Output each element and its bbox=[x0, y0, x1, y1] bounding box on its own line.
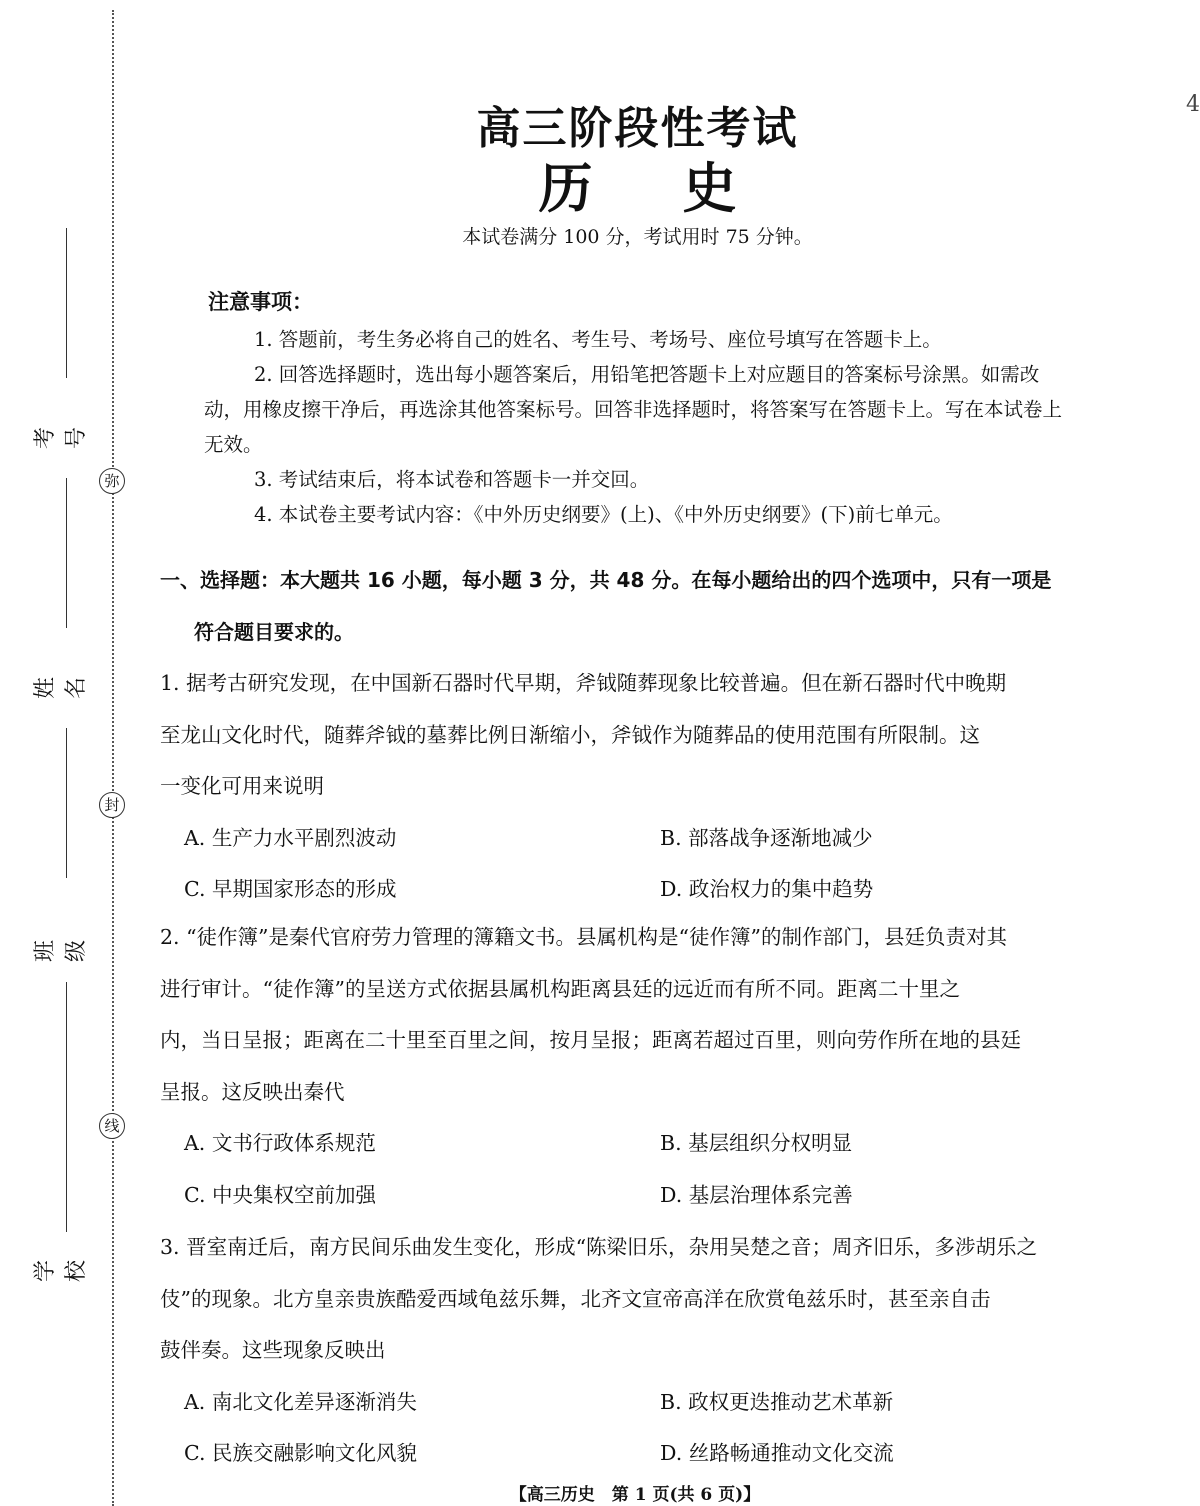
option-d: D. 政治权力的集中趋势 bbox=[660, 877, 874, 901]
notice-item: 1. 答题前，考生务必将自己的姓名、考生号、考场号、座位号填写在答题卡上。 bbox=[254, 328, 942, 351]
page-footer: 【高三历史 第 1 页(共 6 页)】 bbox=[509, 1485, 761, 1505]
exam-number-label: 考号 bbox=[33, 427, 89, 450]
section-heading bbox=[160, 554, 1125, 658]
school-line bbox=[66, 982, 67, 1232]
question-2-line: 进行审计。“徒作簿”的呈送方式依据县属机构距离县廷的远近而有所不同。距离二十里之 bbox=[160, 976, 960, 1001]
option-c: C. 早期国家形态的形成 bbox=[184, 877, 397, 901]
question-3 bbox=[160, 1222, 1125, 1480]
option-c: C. 民族交融影响文化风貌 bbox=[184, 1441, 417, 1465]
option-b: B. 政权更迭推动艺术革新 bbox=[660, 1389, 894, 1414]
binding-margin bbox=[0, 0, 150, 1506]
question-2-line: 呈报。这反映出秦代 bbox=[160, 1079, 345, 1104]
seal-char-mi: 弥 bbox=[99, 468, 125, 494]
question-1-line: 至龙山文化时代，随葬斧钺的墓葬比例日渐缩小，斧钺作为随葬品的使用范围有所限制。这 bbox=[160, 722, 980, 747]
subject-char-2: 史 bbox=[682, 157, 737, 220]
question-3-options bbox=[160, 1377, 1125, 1480]
exam-number-line bbox=[66, 228, 67, 378]
question-1 bbox=[160, 658, 1125, 916]
school-label: 学校 bbox=[33, 1260, 89, 1283]
option-a: A. 南北文化差异逐渐消失 bbox=[184, 1389, 417, 1414]
seal-char-feng: 封 bbox=[99, 792, 125, 818]
class-line bbox=[66, 728, 67, 878]
question-1-options bbox=[160, 813, 1125, 916]
notice-item: 2. 回答选择题时，选出每小题答案后，用铅笔把答题卡上对应题目的答案标号涂黑。如需改动，用橡皮擦干净后，再选涂其他答案标号。回答非选择题时，将答案写在答题卡上。写在本试卷上无效。 bbox=[204, 363, 1063, 456]
option-a: A. 生产力水平剧烈波动 bbox=[184, 825, 397, 850]
name-label: 姓名 bbox=[33, 677, 89, 700]
exam-title: 高三阶段性考试 bbox=[476, 103, 799, 154]
subject-char-1: 历 bbox=[538, 157, 593, 220]
option-b: B. 部落战争逐渐地减少 bbox=[660, 825, 873, 850]
question-3-line: 伎”的现象。北方皇亲贵族酷爱西域龟兹乐舞，北齐文宣帝高洋在欣赏龟兹乐时，甚至亲自击 bbox=[160, 1286, 991, 1311]
question-2-options bbox=[160, 1118, 1125, 1221]
notice-list bbox=[204, 322, 1074, 532]
notice-title: 注意事项： bbox=[208, 290, 313, 314]
question-3-line: 3. 晋室南迁后，南方民间乐曲发生变化，形成“陈梁旧乐，杂用吴楚之音；周齐旧乐，多涉胡乐之 bbox=[160, 1235, 1038, 1259]
question-2-line: 2. “徒作簿”是秦代官府劳力管理的簿籍文书。县属机构是“徒作簿”的制作部门，县廷负责对其 bbox=[160, 925, 1007, 949]
name-line bbox=[66, 478, 67, 628]
exam-info: 本试卷满分 100 分，考试用时 75 分钟。 bbox=[462, 226, 813, 248]
question-3-line: 鼓伴奏。这些现象反映出 bbox=[160, 1338, 386, 1362]
seal-char-xian: 线 bbox=[99, 1113, 125, 1139]
option-a: A. 文书行政体系规范 bbox=[184, 1131, 376, 1155]
question-2-line: 内，当日呈报；距离在二十里至百里之间，按月呈报；距离若超过百里，则向劳作所在地的县廷 bbox=[160, 1028, 1021, 1052]
option-b: B. 基层组织分权明显 bbox=[660, 1131, 853, 1155]
question-2 bbox=[160, 912, 1125, 1221]
subject-title bbox=[160, 146, 1115, 223]
option-d: D. 基层治理体系完善 bbox=[660, 1182, 853, 1207]
question-1-line: 一变化可用来说明 bbox=[160, 774, 324, 798]
section-heading-line1: 一、选择题：本大题共 16 小题，每小题 3 分，共 48 分。在每小题给出的四个选项中，只有一项是 bbox=[160, 568, 1052, 592]
corner-mark: 4 bbox=[1186, 92, 1200, 117]
notice-item: 3. 考试结束后，将本试卷和答题卡一并交回。 bbox=[254, 468, 650, 491]
option-d: D. 丝路畅通推动文化交流 bbox=[660, 1441, 894, 1465]
question-1-line: 1. 据考古研究发现，在中国新石器时代早期，斧钺随葬现象比较普遍。但在新石器时代中晚期 bbox=[160, 671, 1007, 695]
notice-item: 4. 本试卷主要考试内容：《中外历史纲要》(上)、《中外历史纲要》(下)前七单元。 bbox=[254, 503, 953, 526]
option-c: C. 中央集权空前加强 bbox=[184, 1182, 376, 1207]
section-heading-line2: 符合题目要求的。 bbox=[194, 620, 354, 644]
seal-dotted-line bbox=[112, 10, 114, 1506]
class-label: 班级 bbox=[33, 940, 89, 963]
